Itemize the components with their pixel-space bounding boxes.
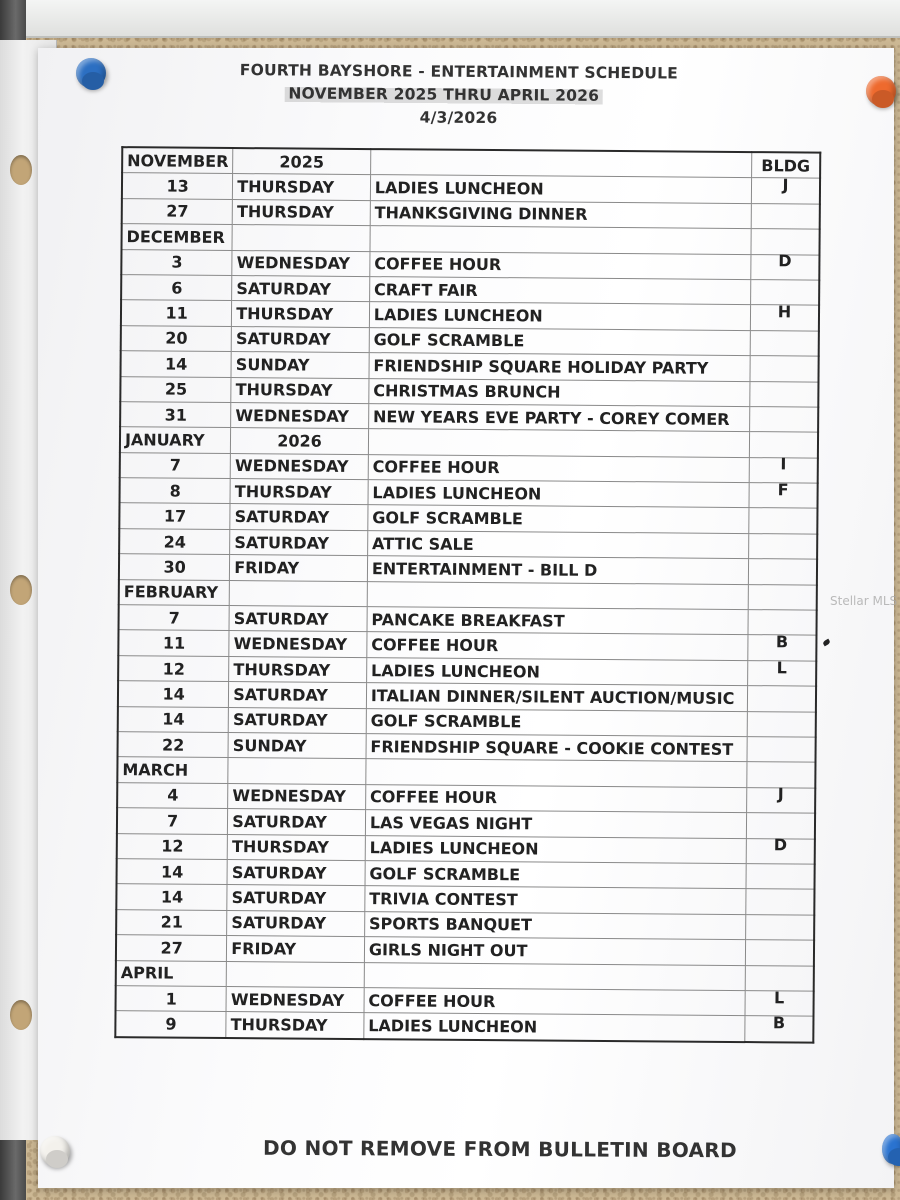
board-frame-top <box>20 0 900 38</box>
event-cell <box>370 149 751 178</box>
event-cell <box>367 556 748 584</box>
bldg-cell <box>750 302 819 331</box>
day-cell <box>115 1011 226 1038</box>
year-cell <box>232 225 370 251</box>
year-cell <box>231 428 369 454</box>
bldg-cell <box>747 686 816 712</box>
weekday-cell <box>230 479 368 505</box>
push-pin-icon <box>76 58 106 88</box>
bldg-cell <box>751 203 820 229</box>
day-cell-text: 21 <box>160 912 184 933</box>
weekday-cell <box>227 910 365 936</box>
day-cell <box>119 554 230 580</box>
event-cell-text: GIRLS NIGHT OUT <box>368 939 528 961</box>
event-cell <box>366 734 747 762</box>
weekday-cell-text: SATURDAY <box>235 329 331 350</box>
event-cell-text: GOLF SCRAMBLE <box>370 711 522 732</box>
event-cell <box>368 403 749 431</box>
event-cell-text: NEW YEARS EVE PARTY - COREY COMER <box>372 406 730 429</box>
weekday-cell <box>229 606 367 632</box>
event-cell-text: ATTIC SALE <box>371 533 474 554</box>
event-cell <box>366 683 747 711</box>
push-pin-icon <box>882 1134 900 1164</box>
event-cell <box>368 505 749 533</box>
day-cell <box>117 808 228 834</box>
event-cell-text: COFFEE HOUR <box>369 787 498 808</box>
weekday-cell <box>231 377 369 403</box>
day-cell <box>119 605 230 631</box>
weekday-cell-text: WEDNESDAY <box>232 786 346 807</box>
weekday-cell-text: THURSDAY <box>230 1014 328 1035</box>
event-cell <box>367 632 748 660</box>
month-cell-text: JANUARY <box>124 430 205 450</box>
year-cell <box>226 961 364 987</box>
month-cell-text: FEBRUARY <box>123 582 219 603</box>
weekday-cell <box>232 301 370 327</box>
month-cell <box>122 147 233 174</box>
event-cell-text: GOLF SCRAMBLE <box>369 863 521 884</box>
day-cell-text: 27 <box>160 938 183 958</box>
bldg-cell <box>745 965 814 991</box>
weekday-cell <box>233 174 371 200</box>
day-cell <box>118 630 229 656</box>
day-cell-text: 13 <box>166 176 189 196</box>
weekday-cell-text: FRIDAY <box>231 938 297 959</box>
weekday-cell <box>226 986 364 1012</box>
push-pin-icon <box>40 1136 70 1166</box>
month-cell-text: APRIL <box>120 963 174 983</box>
day-cell-text: 9 <box>165 1014 177 1034</box>
event-cell <box>368 480 749 508</box>
day-cell <box>121 275 232 301</box>
event-cell-text: COFFEE HOUR <box>372 457 500 478</box>
event-cell-text: TRIVIA CONTEST <box>369 889 518 910</box>
event-cell-text: FRIENDSHIP SQUARE - COOKIE CONTEST <box>370 736 734 759</box>
month-cell <box>121 224 232 250</box>
bldg-cell <box>749 480 818 509</box>
day-cell <box>118 706 229 732</box>
weekday-cell-text: WEDNESDAY <box>236 253 351 274</box>
day-cell-text: 17 <box>163 506 187 526</box>
bldg-cell <box>750 330 819 356</box>
bldg-cell-text: F <box>777 480 789 500</box>
weekday-cell <box>230 453 368 479</box>
day-cell <box>119 528 230 554</box>
bldg-cell <box>748 559 817 585</box>
weekday-cell <box>232 250 370 276</box>
weekday-cell-text: THURSDAY <box>237 177 335 197</box>
day-cell <box>116 884 227 910</box>
event-cell <box>370 251 751 279</box>
day-cell <box>120 402 231 428</box>
event-cell-text: COFFEE HOUR <box>368 990 496 1011</box>
weekday-cell-text: THURSDAY <box>236 202 334 223</box>
year-cell <box>229 580 367 606</box>
day-cell-text: 14 <box>162 709 185 729</box>
day-cell <box>120 478 231 504</box>
day-cell-text: 24 <box>163 532 187 552</box>
event-cell-text: LADIES LUNCHEON <box>369 838 539 859</box>
day-cell-text: 27 <box>166 201 189 222</box>
event-cell-text: GOLF SCRAMBLE <box>373 330 525 351</box>
bldg-cell <box>751 251 820 280</box>
bldg-cell <box>750 381 819 407</box>
event-cell <box>367 607 748 635</box>
bldg-cell <box>746 914 815 940</box>
watermark: Stellar MLS <box>830 594 898 608</box>
day-cell-text: 20 <box>165 328 188 349</box>
punch-hole <box>10 1000 32 1030</box>
event-cell <box>369 302 750 330</box>
bldg-cell <box>746 835 815 864</box>
day-cell-text: 4 <box>167 785 179 806</box>
event-cell-text: LAS VEGAS NIGHT <box>369 812 533 834</box>
weekday-cell <box>227 885 365 911</box>
weekday-cell-text: SATURDAY <box>231 913 327 934</box>
weekday-cell-text: THURSDAY <box>236 304 334 324</box>
bldg-cell <box>749 508 818 534</box>
weekday-cell <box>228 732 366 758</box>
bldg-cell-text: J <box>782 175 789 195</box>
event-cell <box>370 200 751 228</box>
weekday-cell-text: FRIDAY <box>234 557 300 578</box>
weekday-cell-text: SATURDAY <box>234 532 330 553</box>
event-cell <box>369 353 750 381</box>
day-cell <box>118 732 229 758</box>
weekday-cell-text: THURSDAY <box>231 837 329 858</box>
day-cell <box>121 351 232 377</box>
weekday-cell <box>227 936 365 962</box>
month-cell-text: NOVEMBER <box>127 150 229 171</box>
weekday-cell-text: SATURDAY <box>231 862 327 883</box>
bldg-cell-text: B <box>775 632 789 652</box>
bldg-cell <box>746 864 815 890</box>
weekday-cell <box>229 682 367 708</box>
weekday-cell-text: SATURDAY <box>232 811 327 832</box>
bldg-cell <box>749 533 818 559</box>
day-cell-text: 7 <box>168 608 180 628</box>
weekday-cell <box>228 707 366 733</box>
event-cell <box>364 937 745 965</box>
bldg-cell-text: L <box>776 657 787 677</box>
weekday-cell-text: SATURDAY <box>234 507 330 527</box>
weekday-cell-text: SUNDAY <box>232 735 307 756</box>
year-cell-text: 2026 <box>277 431 322 451</box>
bldg-cell <box>747 784 816 813</box>
punch-hole <box>10 575 32 605</box>
event-cell-text: LADIES LUNCHEON <box>368 1016 538 1037</box>
weekday-cell-text: SATURDAY <box>233 608 329 629</box>
bldg-cell-text: J <box>777 784 784 804</box>
table-row <box>115 1011 813 1042</box>
event-cell-text: GOLF SCRAMBLE <box>372 508 523 529</box>
day-cell <box>122 198 233 224</box>
year-cell <box>233 148 371 175</box>
weekday-cell-text: WEDNESDAY <box>233 634 348 655</box>
day-cell-text: 25 <box>164 379 188 399</box>
footer-notice: DO NOT REMOVE FROM BULLETIN BOARD <box>262 1135 737 1163</box>
day-cell-text: 30 <box>163 557 186 577</box>
day-cell-text: 14 <box>161 862 184 882</box>
schedule-subtitle: NOVEMBER 2025 THRU APRIL 2026 <box>284 82 603 108</box>
event-cell <box>365 810 746 838</box>
weekday-cell-text: WEDNESDAY <box>230 989 345 1010</box>
weekday-cell-text: SATURDAY <box>236 278 332 299</box>
day-cell-text: 6 <box>171 278 183 298</box>
weekday-cell <box>230 555 368 581</box>
weekday-cell-text: WEDNESDAY <box>234 456 349 477</box>
month-cell-text: MARCH <box>122 760 189 780</box>
event-cell-text: CHRISTMAS BRUNCH <box>373 381 561 402</box>
weekday-cell <box>228 809 366 835</box>
weekday-cell <box>231 352 369 378</box>
day-cell <box>117 859 228 885</box>
event-cell-text: COFFEE HOUR <box>374 254 502 275</box>
bldg-cell <box>745 940 814 966</box>
bldg-cell <box>747 737 816 763</box>
event-cell <box>366 708 747 736</box>
day-cell <box>122 173 233 199</box>
event-cell-text: LADIES LUNCHEON <box>370 660 541 681</box>
bldg-cell-text: D <box>773 835 788 855</box>
weekday-cell <box>227 834 365 860</box>
event-cell <box>364 911 745 939</box>
weekday-cell-text: THURSDAY <box>233 659 331 680</box>
bldg-cell <box>747 711 816 737</box>
weekday-cell <box>228 783 366 809</box>
weekday-cell <box>226 1012 364 1039</box>
weekday-cell <box>231 326 369 352</box>
event-cell <box>368 429 749 457</box>
weekday-cell <box>229 656 367 682</box>
schedule-date: 4/3/2026 <box>419 108 498 128</box>
day-cell <box>121 325 232 351</box>
event-cell <box>366 759 747 787</box>
event-cell <box>368 454 749 482</box>
day-cell <box>121 249 232 275</box>
event-cell-text: LADIES LUNCHEON <box>372 482 542 504</box>
weekday-cell-text: WEDNESDAY <box>235 405 349 426</box>
bldg-cell <box>748 584 817 610</box>
weekday-cell-text: THURSDAY <box>235 380 333 401</box>
event-cell <box>369 277 750 305</box>
event-cell <box>364 987 745 1015</box>
month-cell-text: DECEMBER <box>126 227 225 247</box>
weekday-cell <box>232 275 370 301</box>
bldg-cell-text: L <box>773 987 785 1007</box>
day-cell-text: 1 <box>165 989 177 1009</box>
event-cell-text: COFFEE HOUR <box>371 635 499 656</box>
weekday-cell <box>230 504 368 530</box>
bldg-cell-text: I <box>780 454 787 474</box>
bldg-cell <box>750 406 819 432</box>
weekday-cell <box>231 402 369 428</box>
day-cell <box>120 376 231 402</box>
day-cell <box>116 935 227 961</box>
day-cell-text: 7 <box>166 811 179 831</box>
bldg-cell <box>748 657 817 686</box>
event-cell-text: ENTERTAINMENT - BILL D <box>371 559 598 580</box>
punch-hole <box>10 155 32 185</box>
event-cell <box>365 835 746 863</box>
weekday-cell <box>232 199 370 225</box>
bldg-cell <box>750 356 819 382</box>
month-cell <box>117 757 228 783</box>
year-cell <box>228 758 366 784</box>
day-cell <box>120 452 231 478</box>
event-cell <box>370 175 751 203</box>
bldg-cell-text: D <box>778 251 792 271</box>
event-cell <box>367 530 748 558</box>
event-cell <box>364 962 745 990</box>
day-cell <box>118 681 229 707</box>
schedule-document <box>103 58 844 1037</box>
day-cell-text: 14 <box>162 684 185 704</box>
day-cell <box>119 503 230 529</box>
day-cell-text: 11 <box>165 303 188 323</box>
bldg-cell-text: B <box>772 1013 786 1033</box>
bldg-cell-text: H <box>777 302 792 322</box>
day-cell-text: 12 <box>161 836 184 856</box>
push-pin-icon <box>866 76 896 106</box>
bldg-cell <box>746 889 815 915</box>
day-cell-text: 22 <box>162 735 185 755</box>
event-cell-text: SPORTS BANQUET <box>368 914 533 935</box>
event-cell-text: THANKSGIVING DINNER <box>374 203 588 225</box>
day-cell <box>121 300 232 326</box>
event-cell-text: LADIES LUNCHEON <box>373 305 543 326</box>
day-cell <box>116 986 227 1012</box>
event-cell-text: CRAFT FAIR <box>373 279 478 300</box>
event-cell <box>365 784 746 812</box>
weekday-cell-text: SUNDAY <box>235 354 310 375</box>
event-cell <box>365 886 746 914</box>
day-cell-text: 7 <box>169 455 182 475</box>
month-cell <box>119 579 230 605</box>
day-cell-text: 14 <box>160 887 184 907</box>
day-cell <box>117 782 228 808</box>
month-cell <box>116 960 227 986</box>
day-cell-text: 3 <box>171 252 183 272</box>
schedule-title: FOURTH BAYSHORE - ENTERTAINMENT SCHEDULE <box>239 61 679 83</box>
weekday-cell-text: SATURDAY <box>233 684 328 705</box>
bldg-header: BLDG <box>752 152 821 178</box>
schedule-table <box>114 146 821 1043</box>
event-cell-text: ITALIAN DINNER/SILENT AUCTION/MUSIC <box>370 686 735 708</box>
weekday-cell-text: SATURDAY <box>232 710 328 731</box>
bldg-cell <box>751 175 820 204</box>
weekday-cell <box>229 631 367 657</box>
event-cell <box>369 378 750 406</box>
event-cell <box>366 657 747 685</box>
month-cell <box>120 427 231 453</box>
day-cell-text: 8 <box>169 481 181 501</box>
event-cell-text: FRIENDSHIP SQUARE HOLIDAY PARTY <box>373 355 709 378</box>
event-cell <box>370 226 751 254</box>
day-cell <box>116 909 227 935</box>
weekday-cell-text: SATURDAY <box>231 888 327 908</box>
event-cell <box>369 327 750 355</box>
day-cell <box>118 655 229 681</box>
day-cell <box>117 833 228 859</box>
bldg-cell <box>748 632 817 661</box>
bldg-cell <box>749 454 818 483</box>
weekday-cell-text: THURSDAY <box>234 481 332 502</box>
weekday-cell <box>227 859 365 885</box>
day-cell-text: 12 <box>162 658 186 679</box>
year-cell-text: 2025 <box>279 152 325 172</box>
event-cell <box>367 581 748 609</box>
bldg-cell <box>745 1013 814 1042</box>
day-cell-text: 11 <box>162 633 186 653</box>
event-cell-text: LADIES LUNCHEON <box>374 178 544 199</box>
event-cell <box>364 1013 745 1042</box>
event-cell-text: PANCAKE BREAKFAST <box>371 609 565 631</box>
day-cell-text: 14 <box>165 354 188 374</box>
event-cell <box>365 861 746 889</box>
day-cell-text: 31 <box>164 405 188 425</box>
weekday-cell <box>230 529 368 555</box>
